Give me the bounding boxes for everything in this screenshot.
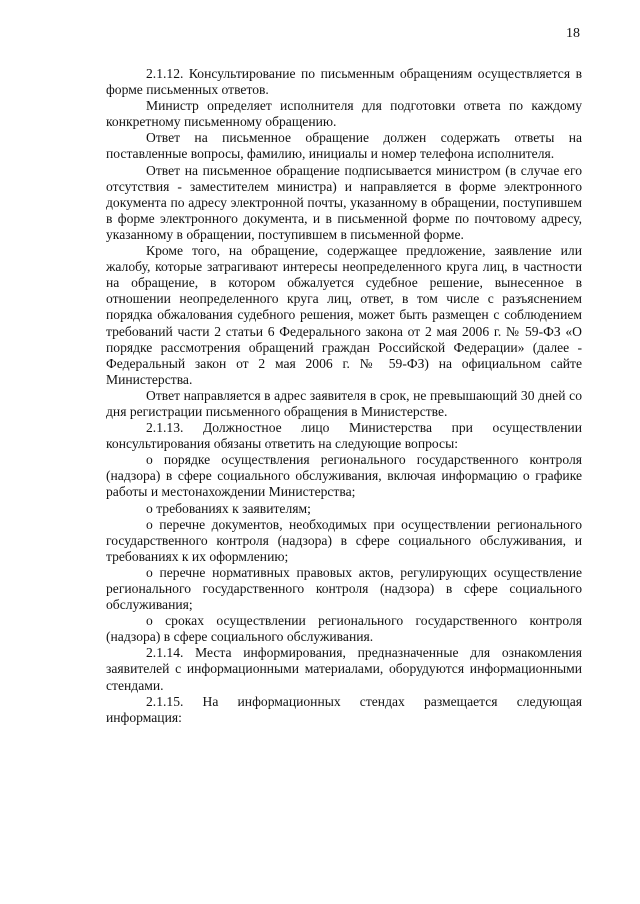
list-item-document-list: о перечне документов, необходимых при осуществлении регионального государственного контроля (надзора) в сфере социального обслуживания, и требованиях к их оформлению; (106, 516, 582, 564)
list-item-control-terms: о сроках осуществлении регионального государственного контроля (надзора) в сфере социального обслуживания. (106, 613, 582, 645)
list-item-legal-acts: о перечне нормативных правовых актов, регулирующих осуществление регионального государственного контроля (надзора) в сфере социального обслуживания; (106, 564, 582, 613)
paragraph-public-answer: Кроме того, на обращение, содержащее предложение, заявление или жалобу, которые затрагивают интересы неопределенного круга лиц, в частности на обращение, в котором обжалуется судебное решение, вынесенное в отношении неопределенного круга лиц, ответ, в том числе с разъяснением порядка обжалования судебного решения, может быть размещен с соблюдением требований части 2 статьи 6 Федерального закона от 2 мая 2006 г. № 59-ФЗ «О порядке рассмотрения обращений граждан Российской Федерации» (далее - Федеральный закон от 2 мая 2006 г. № 59-ФЗ) на официальном сайте Министерства. (106, 243, 582, 387)
document-body (106, 66, 582, 726)
list-item-control-procedure: о порядке осуществления регионального государственного контроля (надзора) в сфере социального обслуживания, включая информацию о графике работы и местонахождении Министерства; (106, 452, 582, 500)
paragraph-answer-signing: Ответ на письменное обращение подписывается министром (в случае его отсутствия - заместителем министра) и направляется в форме электронного документа по адресу электронной почты, указанному в обращении, поступившем в форме электронного документа, и в письменной форме по почтовому адресу, указанному в обращении, поступившем в письменной форме. (106, 162, 582, 242)
paragraph-executor: Министр определяет исполнителя для подготовки ответа по каждому конкретному письменному обращению. (106, 98, 582, 130)
paragraph-answer-deadline: Ответ направляется в адрес заявителя в срок, не превышающий 30 дней со дня регистрации письменного обращения в Министерстве. (106, 387, 582, 419)
paragraph-2-1-15: 2.1.15. На информационных стендах размещается следующая информация: (106, 693, 582, 725)
paragraph-2-1-12: 2.1.12. Консультирование по письменным обращениям осуществляется в форме письменных ответов. (106, 66, 582, 98)
paragraph-2-1-14: 2.1.14. Места информирования, предназначенные для ознакомления заявителей с информационными материалами, оборудуются информационными стендами. (106, 645, 582, 693)
paragraph-2-1-13: 2.1.13. Должностное лицо Министерства при осуществлении консультирования обязаны ответить на следующие вопросы: (106, 420, 582, 452)
paragraph-answer-content: Ответ на письменное обращение должен содержать ответы на поставленные вопросы, фамилию, инициалы и номер телефона исполнителя. (106, 130, 582, 162)
page-number: 18 (566, 26, 580, 41)
list-item-applicant-requirements: о требованиях к заявителям; (146, 500, 311, 516)
